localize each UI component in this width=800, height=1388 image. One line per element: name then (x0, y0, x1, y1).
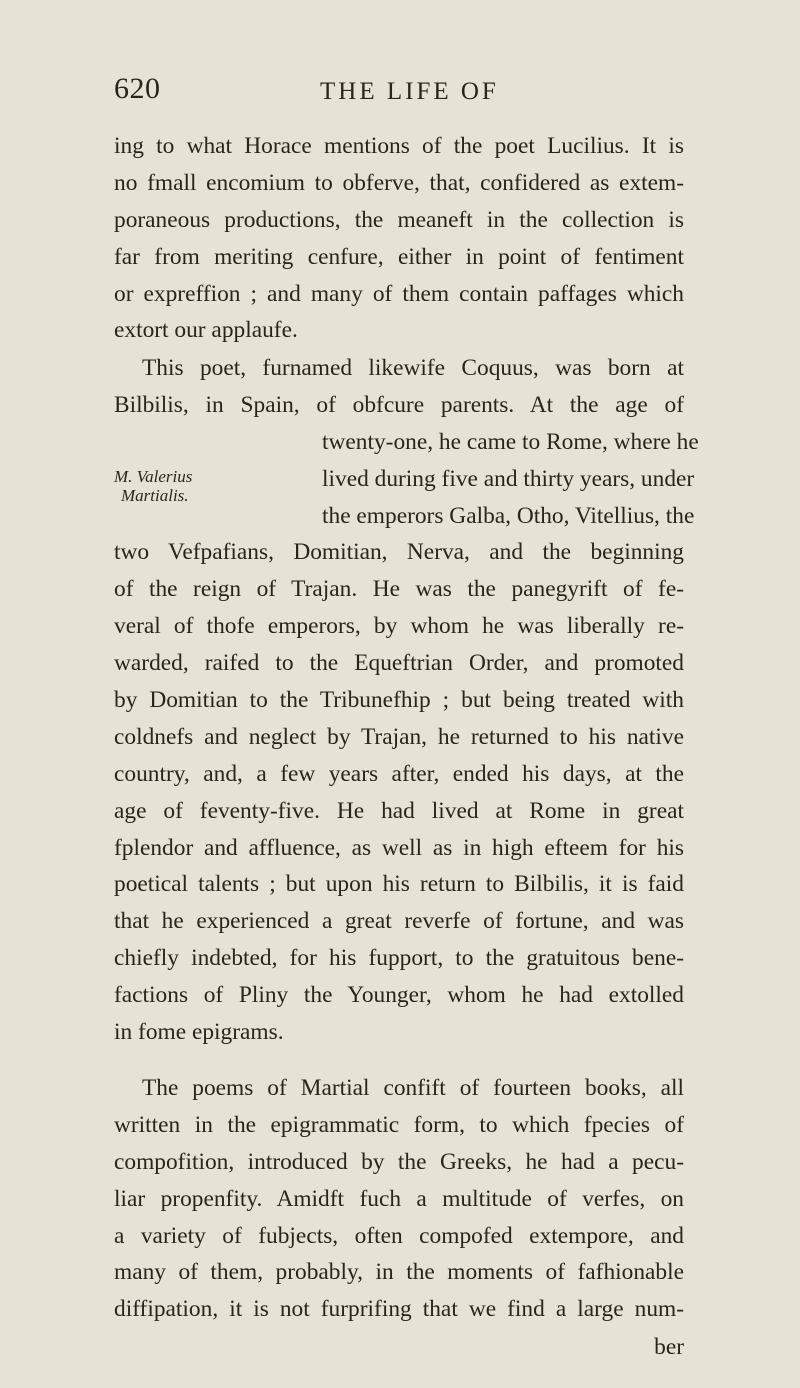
running-head: THE LIFE OF (320, 78, 499, 105)
text-line: far from meriting cenfure, either in point of fentiment (114, 243, 684, 270)
text-line: ing to what Horace mentions of the poet Lucilius. It is (114, 133, 684, 159)
text-line: extort our applaufe. (114, 317, 298, 344)
text-line: a variety of fubjects, often compofed extempore, and (114, 1222, 684, 1249)
text-line: in fome epigrams. (114, 1019, 284, 1046)
page-header (114, 72, 684, 112)
text-line: two Vefpafians, Domitian, Nerva, and the beginning (114, 539, 684, 566)
text-line: country, and, a few years after, ended his days, at the (114, 760, 684, 787)
margin-note-line: Martialis. (121, 486, 189, 505)
text-line: liar propenfity. Amidft fuch a multitude of verfes, on (114, 1185, 684, 1212)
text-line: the emperors Galba, Otho, Vitellius, the (322, 502, 695, 529)
text-line: poraneous productions, the meaneft in the collection is (114, 206, 684, 233)
text-line: compofition, introduced by the Greeks, he had a pecu- (114, 1148, 684, 1175)
text-line: of the reign of Trajan. He was the panegyrift of fe- (114, 576, 684, 603)
text-line: The poems of Martial confift of fourteen books, all (142, 1075, 684, 1101)
text-line: that he experienced a great reverfe of fortune, and was (114, 908, 684, 935)
text-line: written in the epigrammatic form, to which fpecies of (114, 1111, 684, 1138)
text-line: veral of thofe emperors, by whom he was liberally re- (114, 613, 684, 640)
text-line: chiefly indebted, for his fupport, to the gratuitous bene- (114, 945, 684, 972)
text-line: Bilbilis, in Spain, of obfcure parents. At the age of (114, 391, 684, 418)
catchword: ber (654, 1334, 684, 1360)
paragraph-2 (114, 350, 699, 1051)
text-line: or expreffion ; and many of them contain paffages which (114, 280, 684, 307)
text-line: twenty-one, he came to Rome, where he (322, 428, 699, 455)
text-line: lived during five and thirty years, under (322, 465, 695, 492)
text-line: by Domitian to the Tribunefhip ; but being treated with (114, 687, 684, 714)
text-line: age of feventy-five. He had lived at Rome in great (114, 797, 684, 824)
text-line: diffipation, it is not furprifing that we find a large num- (114, 1296, 684, 1323)
text-line: poetical talents ; but upon his return to Bilbilis, it is faid (114, 871, 684, 898)
paragraph-3 (114, 1070, 684, 1328)
page-number: 620 (114, 72, 161, 105)
text-line: no fmall encomium to obferve, that, confidered as extem- (114, 169, 684, 196)
text-line: This poet, furnamed likewife Coquus, was born at (142, 355, 684, 381)
text-line: factions of Pliny the Younger, whom he had extolled (114, 982, 684, 1009)
text-line: warded, raifed to the Equeftrian Order, and promoted (114, 650, 684, 677)
paragraph-1 (114, 128, 684, 349)
text-line: fplendor and affluence, as well as in high efteem for his (114, 834, 684, 861)
text-line: many of them, probably, in the moments of fafhionable (114, 1259, 684, 1286)
text-line: coldnefs and neglect by Trajan, he returned to his native (114, 723, 684, 750)
margin-note-line: M. Valerius (114, 467, 193, 486)
